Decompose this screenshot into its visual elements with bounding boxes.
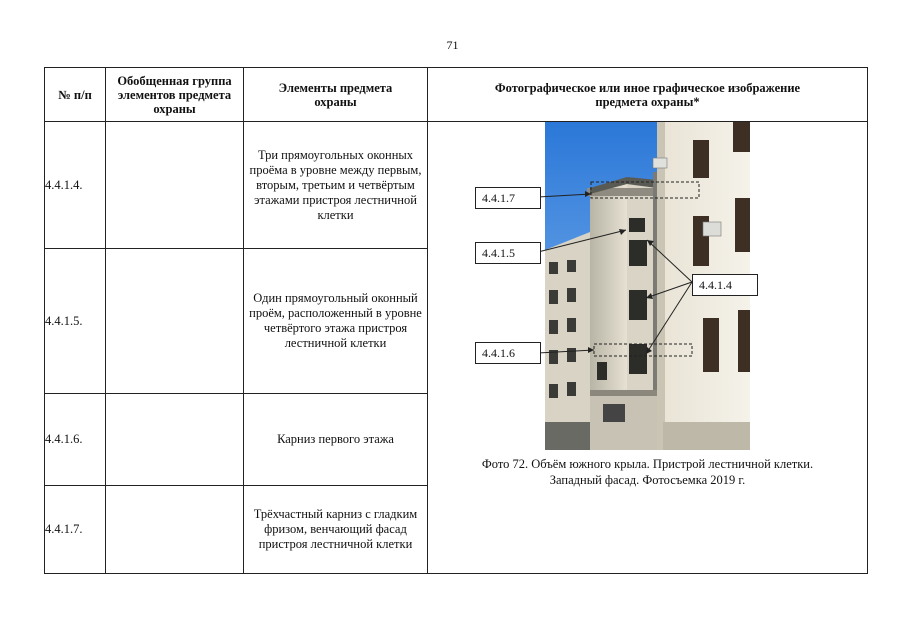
row-element: Трёхчастный карниз с гладким фризом, венчающий фасад пристроя лестничной клетки xyxy=(244,486,428,574)
row-number: 4.4.1.5. xyxy=(45,249,106,394)
table-row xyxy=(45,122,868,249)
row-number: 4.4.1.6. xyxy=(45,394,106,486)
row-element: Один прямоугольный оконный проём, расположенный в уровне четвёртого этажа пристроя лестничной клетки xyxy=(244,249,428,394)
row-element: Карниз первого этажа xyxy=(244,394,428,486)
page-number: 71 xyxy=(446,38,459,52)
caption-line-2: Западный фасад. Фотосъемка 2019 г. xyxy=(549,473,746,487)
row-number: 4.4.1.4. xyxy=(45,122,106,249)
header-num: № п/п xyxy=(45,68,106,122)
header-elements: Элементы предмета охраны xyxy=(244,68,428,122)
label-4-4-1-4: 4.4.1.4 xyxy=(692,274,758,296)
photo-cell xyxy=(428,122,868,574)
label-4-4-1-6: 4.4.1.6 xyxy=(475,342,541,364)
table-header-row xyxy=(45,68,868,122)
row-element: Три прямоугольных оконных проёма в уровне между первым, вторым, третьим и четвёртым этажами пристроя лестничной клетки xyxy=(244,122,428,249)
caption-line-1: Фото 72. Объём южного крыла. Пристрой лестничной клетки. xyxy=(481,457,814,471)
row-group xyxy=(106,394,244,486)
photo-caption xyxy=(428,456,867,488)
heritage-elements-table xyxy=(44,67,868,574)
label-4-4-1-7: 4.4.1.7 xyxy=(475,187,541,209)
header-group: Обобщенная группа элементов предмета охраны xyxy=(106,68,244,122)
row-number: 4.4.1.7. xyxy=(45,486,106,574)
row-group xyxy=(106,249,244,394)
header-photo: Фотографическое или иное графическое изображение предмета охраны* xyxy=(428,68,868,122)
row-group xyxy=(106,486,244,574)
row-group xyxy=(106,122,244,249)
label-4-4-1-5: 4.4.1.5 xyxy=(475,242,541,264)
